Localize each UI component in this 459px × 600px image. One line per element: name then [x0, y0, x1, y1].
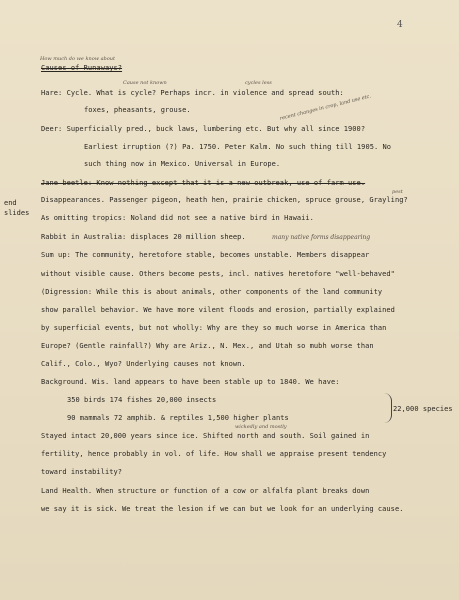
- line-sum-up-2: without visible cause. Others become pests, incl. natives heretofore "well-behaved": [41, 270, 395, 278]
- line-we-say: we say it is sick. We treat the lesion if we can but we look for an underlying cause.: [41, 505, 404, 513]
- line-omitting: As omitting tropics: Noland did not see a native bird in Hawaii.: [41, 214, 314, 222]
- line-digression-4: Europe? (Gentle rainfall?) Why are Ariz., N. Mex., and Utah so mubh worse than: [41, 342, 374, 350]
- line-fertility: fertility, hence probably in vol. of life. How shall we appraise present tendency: [41, 450, 387, 458]
- line-land-health: Land Health. When structure or function of a cow or alfalfa plant breaks down: [41, 487, 370, 495]
- line-deer-2: Earliest irruption (?) Pa. 1750. Peter Kalm. No such thing till 1905. No: [84, 143, 392, 151]
- line-background: Background. Wis. land appears to have been stable up to 1840. We have:: [41, 378, 340, 386]
- line-species-total: 22,000 species: [393, 405, 453, 413]
- line-disappearances: Disappearances. Passenger pigeon, heath hen, prairie chicken, spruce grouse, Grayling?: [41, 196, 408, 204]
- line-deer: Deer: Superficially pred., buck laws, lumbering etc. But why all since 1900?: [41, 125, 366, 133]
- handwritten-pest: pest: [392, 189, 403, 195]
- heading-causes: Causes of Runaways?: [41, 64, 123, 72]
- margin-note-slides: slides: [4, 209, 30, 217]
- handwritten-many-native: many native forms disappearing: [272, 234, 371, 241]
- line-rabbit: Rabbit in Australia: displaces 20 million sheep.: [41, 233, 246, 241]
- line-digression: (Digression: While this is about animals, other components of the land community: [41, 288, 383, 296]
- handwritten-recent-changes: recent changes in crop, land use etc.: [279, 93, 372, 122]
- line-stayed: Stayed intact 20,000 years since ice. Shifted north and south. Soil gained in: [41, 432, 370, 440]
- line-digression-2: show parallel behavior. We have more vilent floods and erosion, partially explained: [41, 306, 395, 314]
- handwritten-wickedly: wickedly and mostly: [235, 424, 287, 430]
- line-digression-3: by superficial events, but not wholly: Why are they so much worse in America than: [41, 324, 387, 332]
- line-hare-2: foxes, pheasants, grouse.: [84, 106, 191, 114]
- line-hare: Hare: Cycle. What is cycle? Perhaps incr. in violence and spread south:: [41, 89, 344, 97]
- line-sum-up: Sum up: The community, heretofore stable, becomes unstable. Members disappear: [41, 251, 370, 259]
- handwritten-cycles-less: cycles less: [245, 80, 272, 86]
- line-digression-5: Calif., Colo., Wyo? Underlying causes not known.: [41, 360, 246, 368]
- margin-note-end: end: [4, 199, 17, 207]
- line-jane-beetle: Jane beetle: Know nothing except that it is a new outbreak, use of farm use.: [41, 179, 366, 187]
- handwritten-note-top: How much do we know about: [40, 56, 115, 62]
- line-species-row-2: 90 mammals 72 amphib. & reptiles 1,500 higher plants: [67, 414, 289, 422]
- species-brace: [383, 393, 392, 423]
- line-toward: toward instability?: [41, 468, 123, 476]
- page-number: 4: [397, 20, 403, 30]
- line-species-row-1: 350 birds 174 fishes 20,000 insects: [67, 396, 217, 404]
- handwritten-cause-not-known: Cause not known: [123, 80, 167, 86]
- line-deer-3: such thing now in Mexico. Universal in Europe.: [84, 160, 281, 168]
